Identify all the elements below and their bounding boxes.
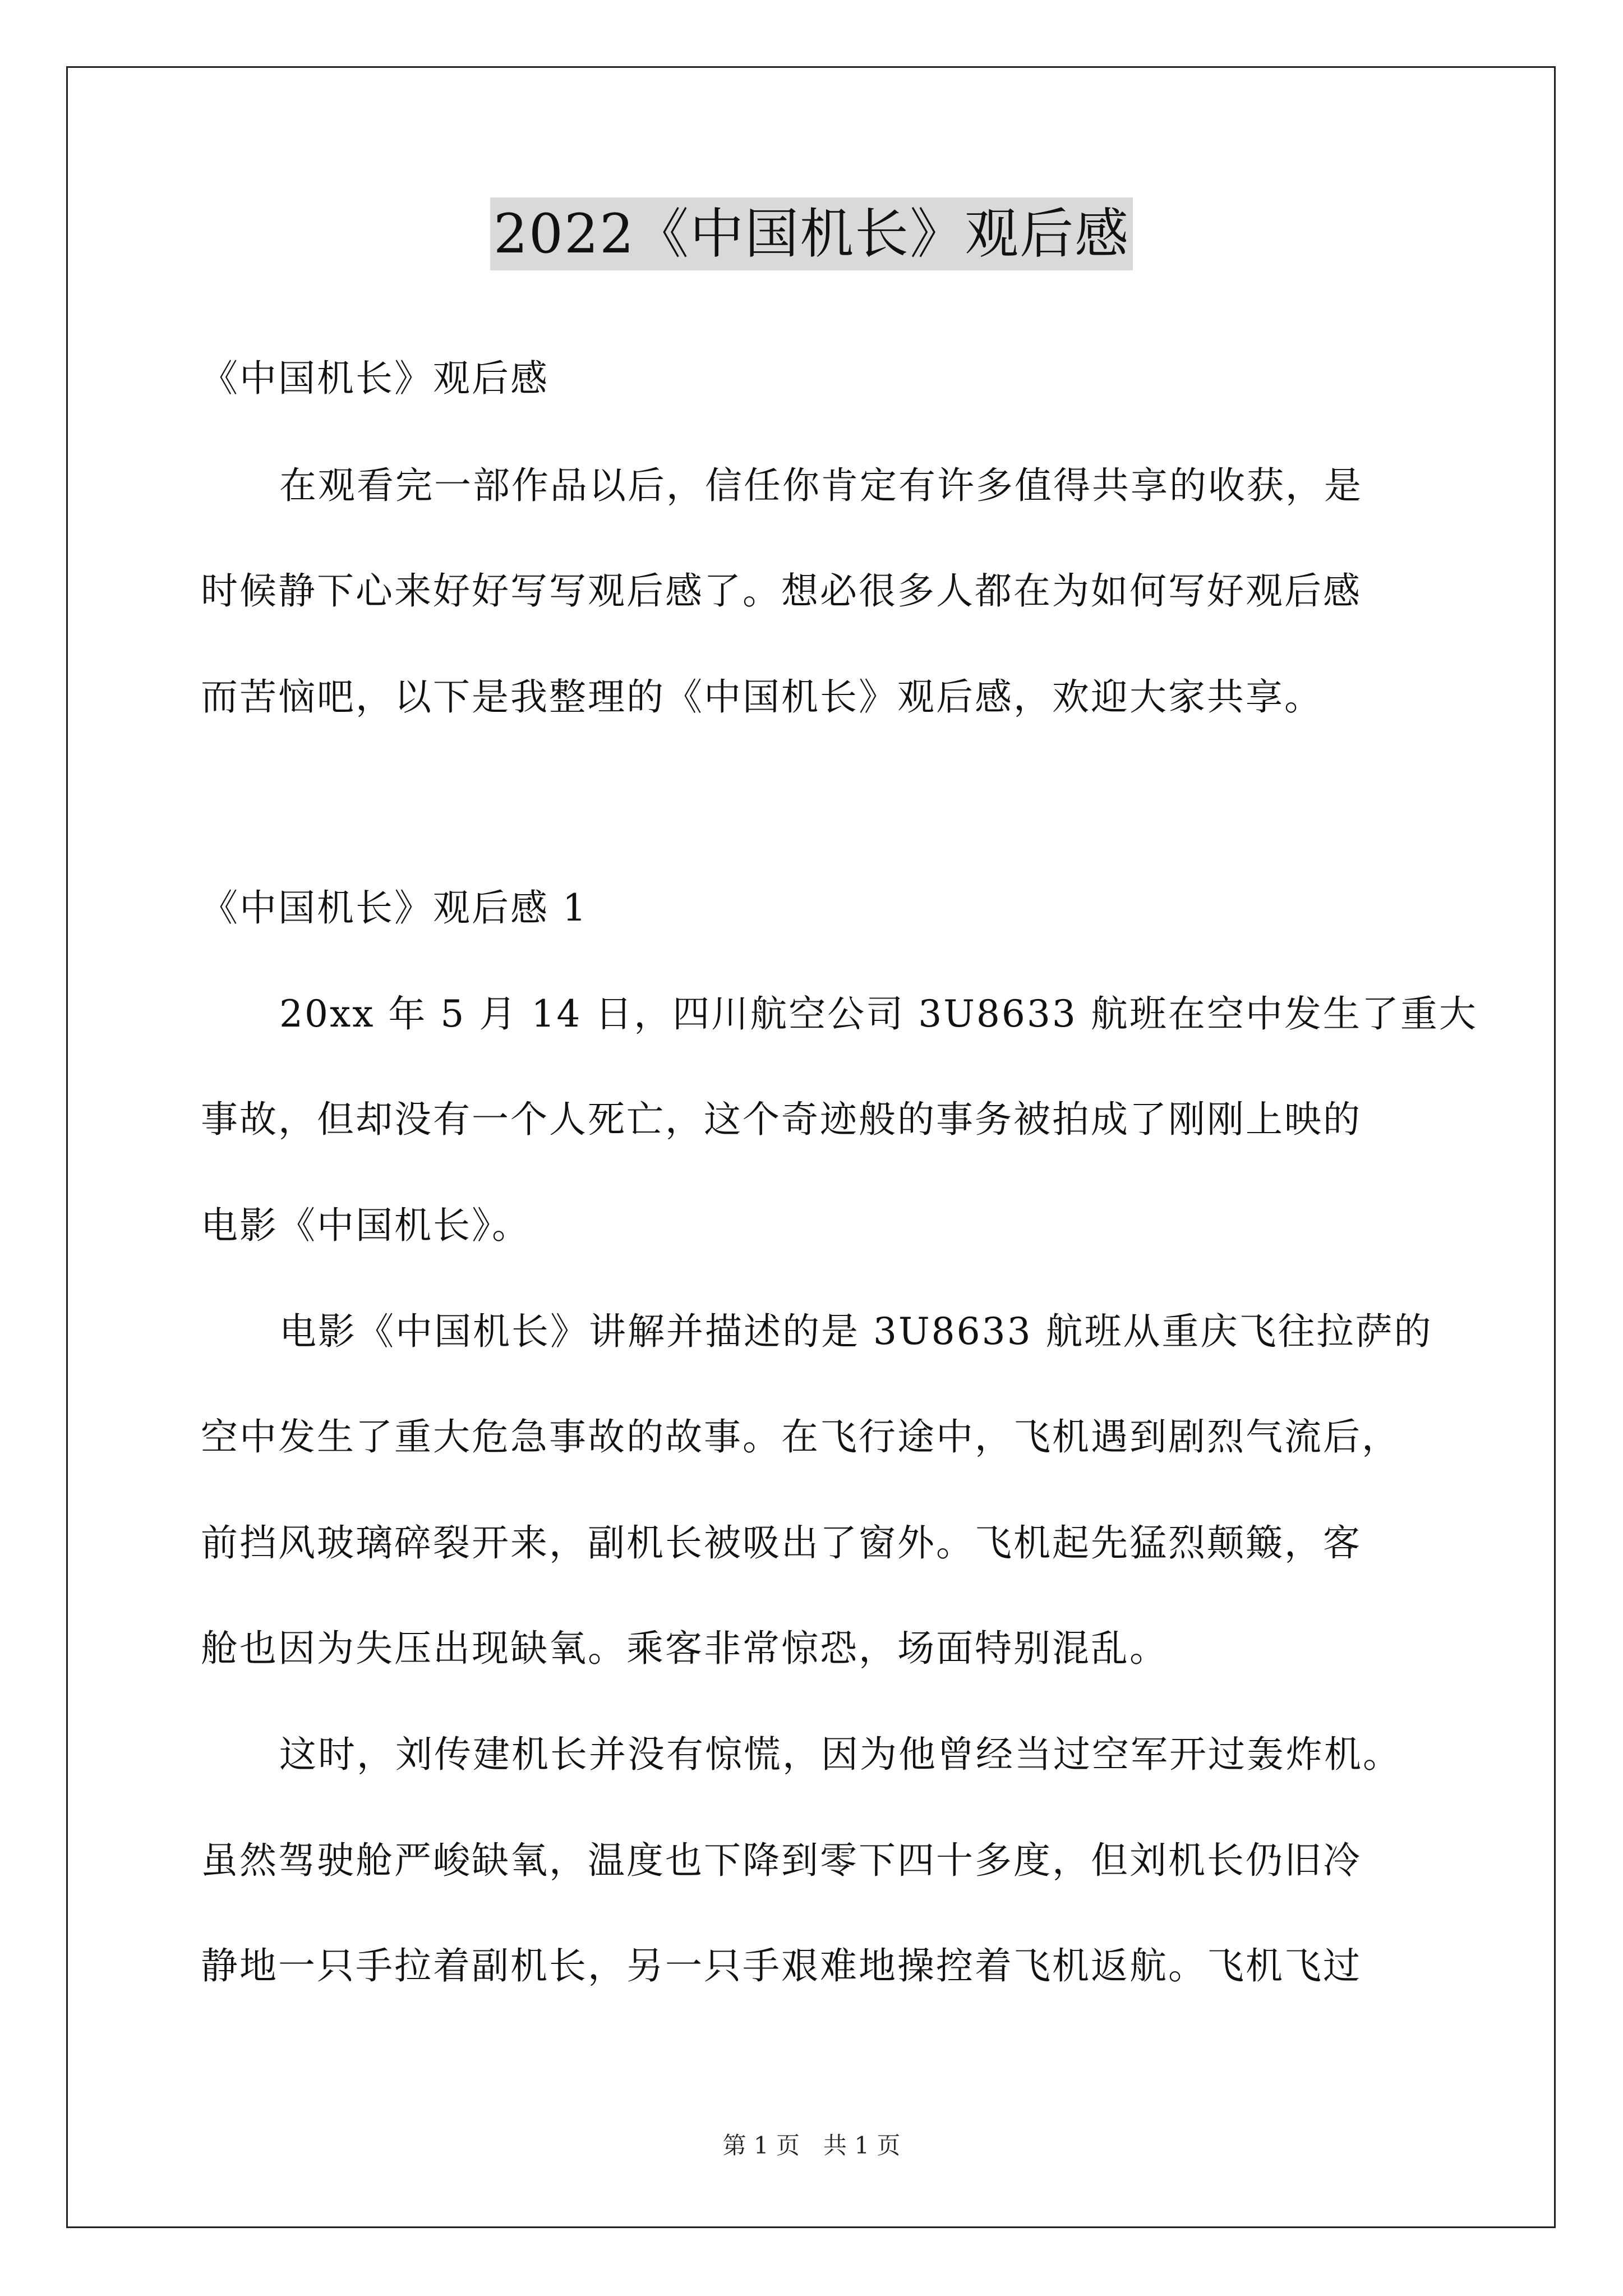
intro-line-1: 在观看完一部作品以后，信任你肯定有许多值得共享的收获，是 xyxy=(279,464,1363,507)
para3-line-1: 这时，刘传建机长并没有惊慌，因为他曾经当过空军开过轰炸机。 xyxy=(279,1733,1401,1776)
para1-line-2: 事故，但却没有一个人死亡，这个奇迹般的事务被拍成了刚刚上映的 xyxy=(201,1098,1362,1141)
section-heading: 《中国机长》观后感 1 xyxy=(201,886,588,930)
para1-line-1: 20xx 年 5 月 14 日，四川航空公司 3U8633 航班在空中发生了重大 xyxy=(279,992,1478,1036)
para2-line-3: 前挡风玻璃碎裂开来，副机长被吸出了窗外。飞机起先猛烈颠簸，客 xyxy=(201,1521,1362,1565)
page-footer: 第 1 页 共 1 页 xyxy=(722,2132,901,2159)
intro-line-2: 时候静下心来好好写写观后感了。想必很多人都在为如何写好观后感 xyxy=(201,569,1362,613)
para1-line-3: 电影《中国机长》。 xyxy=(201,1204,531,1247)
intro-line-3: 而苦恼吧，以下是我整理的《中国机长》观后感，欢迎大家共享。 xyxy=(201,675,1323,719)
title-container xyxy=(0,197,1623,270)
para3-line-3: 静地一只手拉着副机长，另一只手艰难地操控着飞机返航。飞机飞过 xyxy=(201,1944,1362,1987)
para2-line-4: 舱也因为失压出现缺氧。乘客非常惊恐，场面特别混乱。 xyxy=(201,1627,1168,1670)
para3-line-2: 虽然驾驶舱严峻缺氧，温度也下降到零下四十多度，但刘机长仍旧冷 xyxy=(201,1839,1362,1882)
para2-line-2: 空中发生了重大危急事故的故事。在飞行途中，飞机遇到剧烈气流后， xyxy=(201,1415,1400,1458)
subtitle: 《中国机长》观后感 xyxy=(201,357,549,400)
para2-line-1: 电影《中国机长》讲解并描述的是 3U8633 航班从重庆飞往拉萨的 xyxy=(279,1310,1433,1353)
document-title: 2022《中国机长》观后感 xyxy=(490,197,1133,270)
